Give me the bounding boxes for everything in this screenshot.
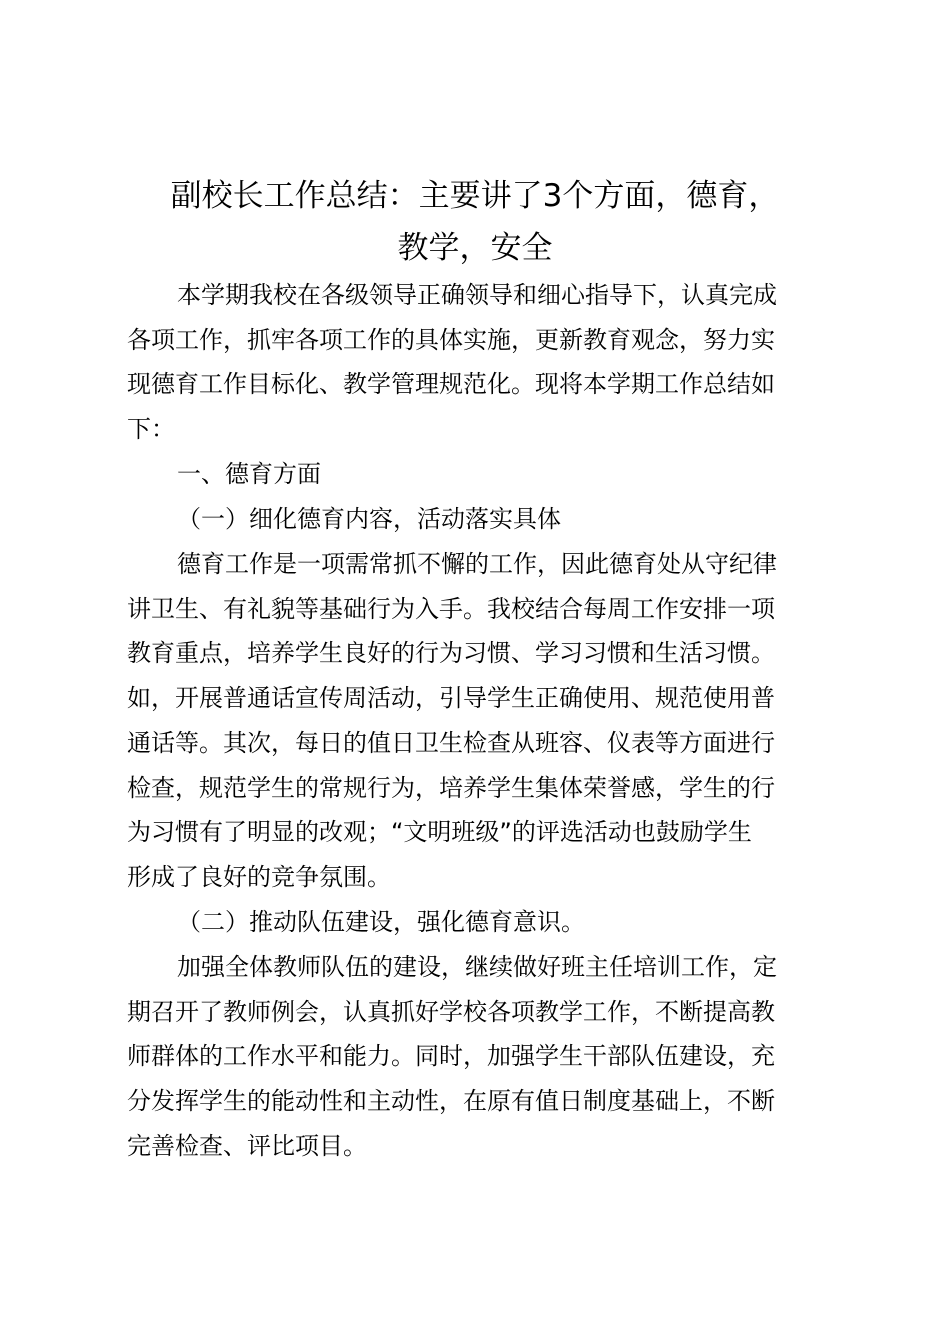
subsection-heading-2: [127, 900, 832, 945]
paragraph-line: 各项工作，抓牢各项工作的具体实施，更新教育观念，努力实: [127, 325, 775, 354]
body-paragraph-1: [127, 273, 832, 452]
body-paragraph-3: [127, 945, 832, 1169]
paragraph-line: 为习惯有了明显的改观；“文明班级”的评选活动也鼓励学生: [127, 818, 752, 847]
paragraph-line: 下：: [127, 415, 175, 444]
paragraph-line: 分发挥学生的能动性和主动性，在原有值日制度基础上，不断: [127, 1087, 775, 1116]
section-heading-1: [127, 452, 832, 497]
paragraph-line: 现德育工作目标化、教学管理规范化。现将本学期工作总结如: [127, 370, 775, 399]
body-paragraph-2: [127, 542, 832, 900]
paragraph-line: 检查，规范学生的常规行为，培养学生集体荣誉感，学生的行: [127, 773, 775, 802]
paragraph-line: 通话等。其次，每日的值日卫生检查从班容、仪表等方面进行: [127, 728, 775, 757]
section-heading-line: 一、德育方面: [177, 460, 321, 488]
paragraph-line: 如，开展普通话宣传周活动，引导学生正确使用、规范使用普: [127, 684, 775, 713]
document-title-line-1: 副校长工作总结：主要讲了3个方面，德育，: [170, 178, 780, 214]
paragraph-line: 加强全体教师队伍的建设，继续做好班主任培训工作，定: [177, 953, 777, 981]
paragraph-line: 本学期我校在各级领导正确领导和细心指导下，认真完成: [177, 281, 777, 309]
subsection-heading-line: （二）推动队伍建设，强化德育意识。: [177, 908, 585, 936]
paragraph-line: 完善检查、评比项目。: [127, 1131, 367, 1160]
document-title-line-2: 教学，安全: [397, 230, 553, 266]
paragraph-line: 期召开了教师例会，认真抓好学校各项教学工作，不断提高教: [127, 997, 775, 1026]
paragraph-line: 师群体的工作水平和能力。同时，加强学生干部队伍建设，充: [127, 1042, 775, 1071]
paragraph-line: 德育工作是一项需常抓不懈的工作，因此德育处从守纪律: [177, 550, 777, 578]
subsection-heading-1: [127, 497, 832, 542]
paragraph-line: 教育重点，培养学生良好的行为习惯、学习习惯和生活习惯。: [127, 639, 775, 668]
paragraph-line: 形成了良好的竞争氛围。: [127, 862, 391, 891]
subsection-heading-line: （一）细化德育内容，活动落实具体: [177, 505, 561, 533]
paragraph-line: 讲卫生、有礼貌等基础行为入手。我校结合每周工作安排一项: [127, 594, 775, 623]
